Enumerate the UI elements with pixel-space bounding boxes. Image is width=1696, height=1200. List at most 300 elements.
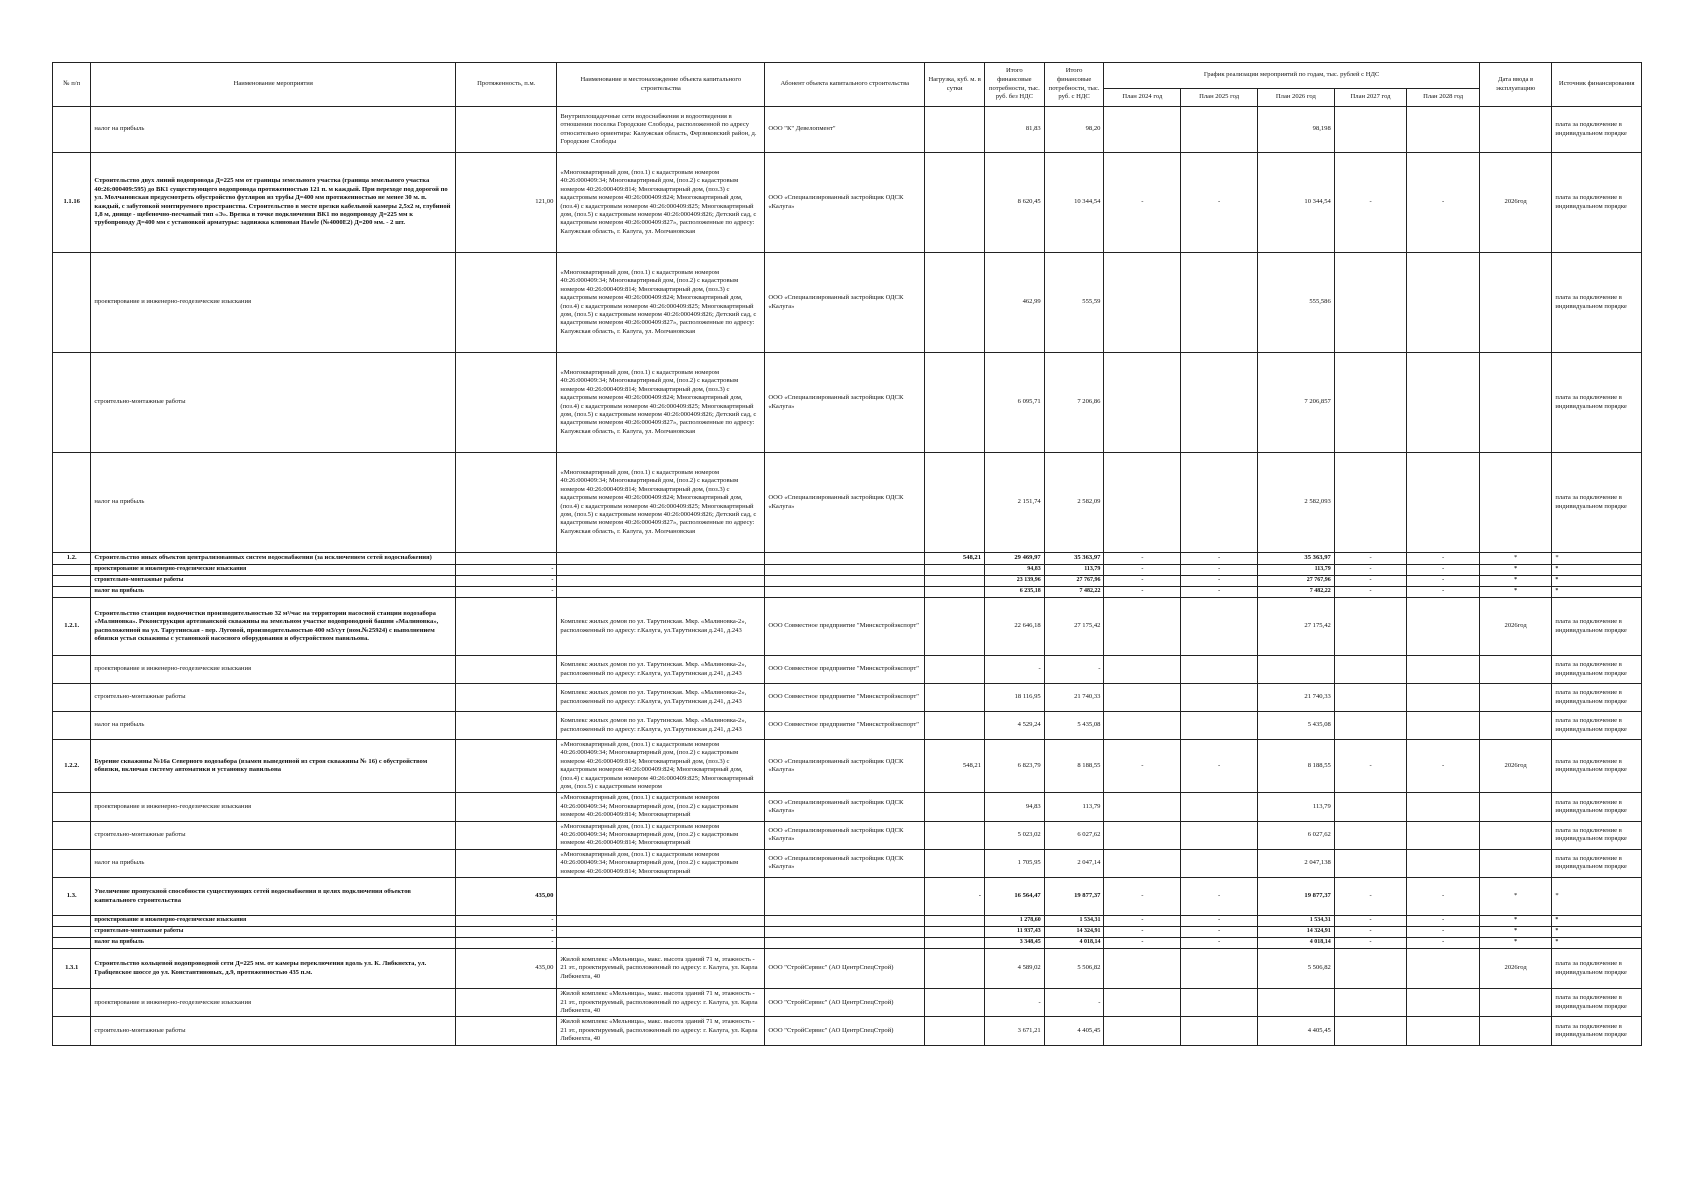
cell-num: 1.2.1. <box>53 598 91 656</box>
table-row <box>53 989 1642 1017</box>
col-plan-2028: План 2028 год <box>1407 89 1480 107</box>
cell-p28 <box>1407 1017 1480 1045</box>
cell-load <box>925 989 985 1017</box>
col-schedule: График реализации мероприятий по годам, тыс. рублей с НДС <box>1104 63 1479 89</box>
cell-subscriber: ООО «Специализированный застройщик ОДСК «Калуга» <box>765 253 925 353</box>
cell-nds: 555,59 <box>1044 253 1104 353</box>
cell-num <box>53 253 91 353</box>
cell-object: «Многоквартирный дом, (поз.1) с кадастровым номером 40:26:000409:34; Многоквартирный дом, (поз.2) с кадастровым номером 40:26:000409:814; Многоквартирный дом, (поз.3) с кадастровым номером 40:26:000409:824; Многоквартирный дом, (поз.4) с кадастровым номером 40:26:000409:825; Многоквартирный дом, (поз.5) с кадастровым номером <box>557 740 765 793</box>
document-sheet <box>52 62 1642 1046</box>
cell-subscriber: ООО Совместное предприятие "Минскстройэкспорт" <box>765 684 925 712</box>
cell-load <box>925 253 985 353</box>
cell-p24 <box>1104 949 1181 989</box>
cell-object: «Многоквартирный дом, (поз.1) с кадастровым номером 40:26:000409:34; Многоквартирный дом, (поз.2) с кадастровым номером 40:26:000409:814; Многоквартирный дом, (поз.3) с кадастровым номером 40:26:000409:824; Многоквартирный дом, (поз.4) с кадастровым номером 40:26:000409:825; Многоквартирный дом, (поз.5) с кадастровым номером 40:26:000409:826; Детский сад, с кадастровым номером 40:26:000409:827», расположенные по адресу: Калужская область, г. Калуга, ул. Молчановская <box>557 353 765 453</box>
cell-p28: - <box>1407 576 1480 587</box>
cell-p26: 7 206,857 <box>1258 353 1335 453</box>
cell-ndsno: 23 139,96 <box>985 576 1045 587</box>
table-row <box>53 821 1642 849</box>
cell-subscriber: ООО «Специализированный застройщик ОДСК «Калуга» <box>765 153 925 253</box>
cell-n <box>53 916 91 927</box>
cell-p27 <box>1334 1017 1407 1045</box>
cell-name: проектирование и инженерно-геодезические изыскания <box>91 793 456 821</box>
cell-p25: - <box>1181 565 1258 576</box>
col-source: Источник финансирования <box>1552 63 1642 107</box>
col-plan-2027: План 2027 год <box>1334 89 1407 107</box>
cell-nds_no: 94,83 <box>985 793 1045 821</box>
cell-object: «Многоквартирный дом, (поз.1) с кадастровым номером 40:26:000409:34; Многоквартирный дом, (поз.2) с кадастровым номером 40:26:000409:814; Многоквартирный дом, (поз.3) с кадастровым номером 40:26:000409:824; Многоквартирный дом, (поз.4) с кадастровым номером 40:26:000409:825; Многоквартирный дом, (поз.5) с кадастровым номером 40:26:000409:826; Детский сад, с кадастровым номером 40:26:000409:827», расположенные по адресу: Калужская область, г. Калуга, ул. Молчановская <box>557 253 765 353</box>
cell-p24 <box>1104 989 1181 1017</box>
cell-sub <box>765 878 925 916</box>
cell-name: налог на прибыль <box>91 587 456 598</box>
cell-p28: - <box>1407 938 1480 949</box>
cell-p24 <box>1104 353 1181 453</box>
cell-load <box>925 598 985 656</box>
cell-length <box>456 821 557 849</box>
cell-date: * <box>1479 927 1552 938</box>
cell-date <box>1479 453 1552 553</box>
cell-p27: - <box>1334 938 1407 949</box>
cell-s <box>765 576 925 587</box>
cell-length <box>456 989 557 1017</box>
cell-length <box>456 353 557 453</box>
cell-l <box>925 916 985 927</box>
cell-p26: 10 344,54 <box>1258 153 1335 253</box>
cell-p28 <box>1407 989 1480 1017</box>
cell-p27 <box>1334 353 1407 453</box>
cell-p27: - <box>1334 927 1407 938</box>
cell-name: налог на прибыль <box>91 107 456 153</box>
cell-load <box>925 821 985 849</box>
cell-p28: - <box>1407 587 1480 598</box>
cell-subscriber: ООО «Специализированный застройщик ОДСК «Калуга» <box>765 740 925 793</box>
cell-object: Комплекс жилых домов по ул. Тарутинская. Мкр. «Малиновка-2», расположенный по адресу: г.Калуга, ул.Тарутинская д.241, д.243 <box>557 598 765 656</box>
cell-src: плата за подключение в индивидуальном порядке <box>1552 684 1642 712</box>
cell-nds: 98,20 <box>1044 107 1104 153</box>
cell-o <box>557 565 765 576</box>
cell-object: Жилой комплекс «Мельница», макс. высота зданий 71 м, этажность - 21 эт., проектируемый, расположенный по адресу: г. Калуга, ул. Карла Либкнехта, 40 <box>557 949 765 989</box>
cell-nds_no: 22 646,18 <box>985 598 1045 656</box>
cell-p24 <box>1104 684 1181 712</box>
table-row <box>53 598 1642 656</box>
table-row <box>53 793 1642 821</box>
cell-p25 <box>1181 598 1258 656</box>
cell-l <box>925 587 985 598</box>
cell-nds: 7 482,22 <box>1044 587 1104 598</box>
col-plan-2026: План 2026 год <box>1258 89 1335 107</box>
cell-p24 <box>1104 253 1181 353</box>
col-need-vat: Итого финансовые потребности, тыс. руб. с НДС <box>1044 63 1104 107</box>
cell-p26: 6 027,62 <box>1258 821 1335 849</box>
cell-p24 <box>1104 598 1181 656</box>
cell-p24: - <box>1104 938 1181 949</box>
cell-p25: - <box>1181 576 1258 587</box>
cell-sub <box>765 553 925 565</box>
cell-p28 <box>1407 684 1480 712</box>
cell-nds: 113,79 <box>1044 565 1104 576</box>
cell-src: плата за подключение в индивидуальном порядке <box>1552 453 1642 553</box>
cell-src: * <box>1552 576 1642 587</box>
col-num: № п/п <box>53 63 91 107</box>
cell-load <box>925 353 985 453</box>
cell-n <box>53 565 91 576</box>
cell-p26 <box>1258 989 1335 1017</box>
cell-object: Комплекс жилых домов по ул. Тарутинская. Мкр. «Малиновка-2», расположенный по адресу: г.Калуга, ул.Тарутинская д.241, д.243 <box>557 684 765 712</box>
cell-load <box>925 1017 985 1045</box>
cell-p28: - <box>1407 878 1480 916</box>
cell-subscriber: ООО "СтройСервис" (АО ЦентрСпецСтрой) <box>765 949 925 989</box>
cell-ndsno: 94,83 <box>985 565 1045 576</box>
cell-name: строительно-монтажные работы <box>91 1017 456 1045</box>
cell-p25 <box>1181 989 1258 1017</box>
cell-o <box>557 938 765 949</box>
cell-o <box>557 916 765 927</box>
cell-obj <box>557 553 765 565</box>
cell-p25 <box>1181 821 1258 849</box>
cell-load: - <box>925 878 985 916</box>
table-row <box>53 712 1642 740</box>
cell-len: - <box>456 916 557 927</box>
cell-p28 <box>1407 949 1480 989</box>
cell-p25: - <box>1181 927 1258 938</box>
cell-p24 <box>1104 453 1181 553</box>
cell-nds: 19 877,37 <box>1044 878 1104 916</box>
cell-object: «Многоквартирный дом, (поз.1) с кадастровым номером 40:26:000409:34; Многоквартирный дом, (поз.2) с кадастровым номером 40:26:000409:814; Многоквартирный <box>557 821 765 849</box>
cell-name: Строительство двух линий водопровода Д=225 мм от границы земельного участка (граница земельного участка 40:26:000409:595) до ВК1 существующего водопровода протяженностью 121 п. м каждый. При переходе под дорогой по ул. Молчановская предусмотреть обустройство футляров из трубы Д=400 мм протяженностью не менее 30 м. п. каждый, с забутовкой монтируемого пространства. Строительство в месте врезки кабельной камеры 2,5х2 м, глубиной 1,8 м, днище - щебеночно-песчаный тип «Э». Врезка в точке подключения ВК1 по водопроводу Д=225 мм к трубопроводу Д=400 мм с установкой арматуры: задвижка клиновая Hawle (№4000Е2) Д=200 мм. - 2 шт. <box>91 153 456 253</box>
cell-p26: 113,79 <box>1258 565 1335 576</box>
cell-nds: 5 435,08 <box>1044 712 1104 740</box>
cell-num <box>53 684 91 712</box>
cell-nds: 8 188,55 <box>1044 740 1104 793</box>
cell-date <box>1479 989 1552 1017</box>
table-row <box>53 153 1642 253</box>
cell-p27 <box>1334 656 1407 684</box>
cell-p24 <box>1104 793 1181 821</box>
cell-nds: 4 018,14 <box>1044 938 1104 949</box>
cell-p28 <box>1407 598 1480 656</box>
table-body <box>53 107 1642 1046</box>
cell-src: плата за подключение в индивидуальном порядке <box>1552 712 1642 740</box>
cell-object: Комплекс жилых домов по ул. Тарутинская. Мкр. «Малиновка-2», расположенный по адресу: г.Калуга, ул.Тарутинская д.241, д.243 <box>557 712 765 740</box>
cell-p28 <box>1407 107 1480 153</box>
cell-name: проектирование и инженерно-геодезические изыскания <box>91 989 456 1017</box>
cell-name: Строительство иных объектов централизованных систем водоснабжения (за исключением сетей водоснабжения) <box>91 553 456 565</box>
cell-num <box>53 821 91 849</box>
cell-object: «Многоквартирный дом, (поз.1) с кадастровым номером 40:26:000409:34; Многоквартирный дом, (поз.2) с кадастровым номером 40:26:000409:814; Многоквартирный <box>557 793 765 821</box>
cell-subscriber: ООО «Специализированный застройщик ОДСК «Калуга» <box>765 793 925 821</box>
cell-name: Бурение скважины №16а Северного водозабора (взамен выведенной из строя скважины № 16) с обустройством обвязки, включая систему автоматики и установку павильона <box>91 740 456 793</box>
cell-name: строительно-монтажные работы <box>91 927 456 938</box>
cell-len: - <box>456 587 557 598</box>
cell-nds: 7 206,86 <box>1044 353 1104 453</box>
cell-nds: 6 027,62 <box>1044 821 1104 849</box>
cell-p27 <box>1334 793 1407 821</box>
cell-p27: - <box>1334 576 1407 587</box>
cell-date: * <box>1479 565 1552 576</box>
cell-p25 <box>1181 353 1258 453</box>
cell-length <box>456 553 557 565</box>
cell-p25 <box>1181 253 1258 353</box>
cell-length <box>456 793 557 821</box>
col-name: Наименование мероприятия <box>91 63 456 107</box>
cell-date <box>1479 821 1552 849</box>
table-row <box>53 253 1642 353</box>
cell-num <box>53 849 91 877</box>
col-subscriber: Абонент объекта капитального строительства <box>765 63 925 107</box>
cell-load <box>925 849 985 877</box>
table-row <box>53 949 1642 989</box>
cell-date: 2026год <box>1479 153 1552 253</box>
section-subtotal-row <box>53 927 1642 938</box>
cell-nds_no: 5 023,02 <box>985 821 1045 849</box>
section-subtotal-row <box>53 587 1642 598</box>
cell-p24: - <box>1104 587 1181 598</box>
cell-len: - <box>456 576 557 587</box>
cell-p25 <box>1181 949 1258 989</box>
cell-p27 <box>1334 989 1407 1017</box>
cell-nds: 4 405,45 <box>1044 1017 1104 1045</box>
cell-nds: 27 175,42 <box>1044 598 1104 656</box>
cell-p25 <box>1181 793 1258 821</box>
cell-p24 <box>1104 1017 1181 1045</box>
cell-subscriber: ООО Совместное предприятие "Минскстройэкспорт" <box>765 598 925 656</box>
cell-date: 2026год <box>1479 740 1552 793</box>
cell-length <box>456 656 557 684</box>
cell-p28 <box>1407 656 1480 684</box>
cell-date: * <box>1479 878 1552 916</box>
cell-name: налог на прибыль <box>91 712 456 740</box>
cell-object: «Многоквартирный дом, (поз.1) с кадастровым номером 40:26:000409:34; Многоквартирный дом, (поз.2) с кадастровым номером 40:26:000409:814; Многоквартирный <box>557 849 765 877</box>
cell-nds_no: - <box>985 989 1045 1017</box>
cell-p28 <box>1407 712 1480 740</box>
cell-o <box>557 927 765 938</box>
cell-subscriber: ООО «Специализированный застройщик ОДСК «Калуга» <box>765 453 925 553</box>
cell-load <box>925 656 985 684</box>
cell-num <box>53 656 91 684</box>
cell-p28 <box>1407 849 1480 877</box>
cell-n <box>53 927 91 938</box>
cell-s <box>765 938 925 949</box>
cell-date <box>1479 107 1552 153</box>
cell-nds: 10 344,54 <box>1044 153 1104 253</box>
col-object: Наименование и местонахождение объекта капитального строительства <box>557 63 765 107</box>
cell-p24: - <box>1104 576 1181 587</box>
cell-length: 121,00 <box>456 153 557 253</box>
cell-p24: - <box>1104 553 1181 565</box>
cell-name: проектирование и инженерно-геодезические изыскания <box>91 656 456 684</box>
cell-p28: - <box>1407 740 1480 793</box>
cell-src: плата за подключение в индивидуальном порядке <box>1552 949 1642 989</box>
cell-p27 <box>1334 821 1407 849</box>
cell-src: плата за подключение в индивидуальном порядке <box>1552 821 1642 849</box>
cell-p27 <box>1334 598 1407 656</box>
cell-p26: 27 175,42 <box>1258 598 1335 656</box>
cell-name: строительно-монтажные работы <box>91 684 456 712</box>
cell-p25: - <box>1181 587 1258 598</box>
cell-p26: 21 740,33 <box>1258 684 1335 712</box>
cell-p25 <box>1181 107 1258 153</box>
cell-l <box>925 927 985 938</box>
cell-p26: 5 435,08 <box>1258 712 1335 740</box>
cell-src: плата за подключение в индивидуальном порядке <box>1552 989 1642 1017</box>
cell-subscriber: ООО "СтройСервис" (АО ЦентрСпецСтрой) <box>765 1017 925 1045</box>
cell-p26: 5 506,82 <box>1258 949 1335 989</box>
table-row <box>53 656 1642 684</box>
cell-src: плата за подключение в индивидуальном порядке <box>1552 253 1642 353</box>
cell-length <box>456 1017 557 1045</box>
cell-p24: - <box>1104 740 1181 793</box>
cell-p26: 113,79 <box>1258 793 1335 821</box>
cell-src: плата за подключение в индивидуальном порядке <box>1552 849 1642 877</box>
cell-date: 2026год <box>1479 598 1552 656</box>
cell-load: 548,21 <box>925 553 985 565</box>
cell-src: плата за подключение в индивидуальном порядке <box>1552 153 1642 253</box>
section-subtotal-row <box>53 565 1642 576</box>
cell-p24: - <box>1104 153 1181 253</box>
cell-p26: 98,198 <box>1258 107 1335 153</box>
section-total-row <box>53 553 1642 565</box>
cell-p28 <box>1407 353 1480 453</box>
cell-num: 1.3. <box>53 878 91 916</box>
cell-name: строительно-монтажные работы <box>91 353 456 453</box>
cell-load <box>925 153 985 253</box>
cell-p26 <box>1258 656 1335 684</box>
cell-name: Увеличение пропускной способности существующих сетей водоснабжения в целях подключения объектов капитального строительства <box>91 878 456 916</box>
cell-p25 <box>1181 656 1258 684</box>
cell-object: Внутриплощадочные сети водоснабжения и водоотведения в отношении поселка Городские Слободы, расположенной по адресу относительно ориентира: Калужская область, Ферзиковский район, д. Городские Слободы <box>557 107 765 153</box>
cell-src: * <box>1552 553 1642 565</box>
col-plan-2025: План 2025 год <box>1181 89 1258 107</box>
cell-p26: 19 877,37 <box>1258 878 1335 916</box>
cell-length <box>456 107 557 153</box>
cell-p26: 1 534,31 <box>1258 916 1335 927</box>
cell-p26: 2 047,138 <box>1258 849 1335 877</box>
cell-p26: 2 582,093 <box>1258 453 1335 553</box>
cell-p25 <box>1181 684 1258 712</box>
cell-obj <box>557 878 765 916</box>
cell-nds_no: 81,83 <box>985 107 1045 153</box>
cell-date <box>1479 1017 1552 1045</box>
cell-o <box>557 576 765 587</box>
cell-p25: - <box>1181 938 1258 949</box>
cell-nds_no: 1 705,95 <box>985 849 1045 877</box>
cell-p24 <box>1104 849 1181 877</box>
cell-l <box>925 565 985 576</box>
section-total-row <box>53 878 1642 916</box>
cell-nds: 1 534,31 <box>1044 916 1104 927</box>
cell-load <box>925 712 985 740</box>
cell-src: * <box>1552 916 1642 927</box>
cell-length <box>456 598 557 656</box>
cell-src: * <box>1552 878 1642 916</box>
cell-len: - <box>456 927 557 938</box>
cell-p26: 27 767,96 <box>1258 576 1335 587</box>
cell-src: * <box>1552 587 1642 598</box>
cell-name: Строительство станции водоочистки производительностью 32 м³/час на территории насосной станции водозабора «Малиновка». Реконструкция артезианской скважины на земельном участке водопроводной башни «Малиновка», расположенной на ул. Тарутинская - пер. Луговой, производительностью 400 м3/сут (ном.№25924) с выполнением обвязки устья скважины с установкой насосного оборудования и обустройством павильона. <box>91 598 456 656</box>
cell-src: плата за подключение в индивидуальном порядке <box>1552 107 1642 153</box>
cell-src: плата за подключение в индивидуальном порядке <box>1552 793 1642 821</box>
cell-num <box>53 453 91 553</box>
cell-src: * <box>1552 927 1642 938</box>
cell-p24: - <box>1104 565 1181 576</box>
cell-src: * <box>1552 565 1642 576</box>
cell-p25: - <box>1181 153 1258 253</box>
cell-p27: - <box>1334 553 1407 565</box>
cell-name: налог на прибыль <box>91 453 456 553</box>
col-need-no-vat: Итого финансовые потребности, тыс. руб. без НДС <box>985 63 1045 107</box>
cell-p26: 35 363,97 <box>1258 553 1335 565</box>
cell-name: проектирование и инженерно-геодезические изыскания <box>91 565 456 576</box>
cell-p24: - <box>1104 878 1181 916</box>
cell-ndsno: 29 469,97 <box>985 553 1045 565</box>
cell-p27: - <box>1334 587 1407 598</box>
cell-name: налог на прибыль <box>91 849 456 877</box>
cell-nds: - <box>1044 989 1104 1017</box>
cell-date: 2026год <box>1479 949 1552 989</box>
cell-n <box>53 576 91 587</box>
cell-name: строительно-монтажные работы <box>91 821 456 849</box>
cell-l <box>925 938 985 949</box>
cell-num <box>53 793 91 821</box>
cell-num: 1.1.16 <box>53 153 91 253</box>
cell-p28: - <box>1407 553 1480 565</box>
cell-num <box>53 712 91 740</box>
cell-p28 <box>1407 821 1480 849</box>
cell-p25: - <box>1181 553 1258 565</box>
cell-p24 <box>1104 712 1181 740</box>
cell-date <box>1479 656 1552 684</box>
cell-p26: 4 405,45 <box>1258 1017 1335 1045</box>
cell-src: плата за подключение в индивидуальном порядке <box>1552 1017 1642 1045</box>
cell-p25: - <box>1181 740 1258 793</box>
cell-p27 <box>1334 949 1407 989</box>
cell-ndsno: 16 564,47 <box>985 878 1045 916</box>
cell-p27 <box>1334 253 1407 353</box>
cell-num: 1.2. <box>53 553 91 565</box>
cell-src: плата за подключение в индивидуальном порядке <box>1552 598 1642 656</box>
cell-p27: - <box>1334 153 1407 253</box>
cell-length: 435,00 <box>456 878 557 916</box>
cell-p27 <box>1334 849 1407 877</box>
cell-date <box>1479 849 1552 877</box>
cell-p27 <box>1334 712 1407 740</box>
cell-date <box>1479 712 1552 740</box>
table-row <box>53 740 1642 793</box>
cell-l <box>925 576 985 587</box>
cell-p26: 555,586 <box>1258 253 1335 353</box>
cell-s <box>765 565 925 576</box>
cell-load <box>925 107 985 153</box>
cell-name: Строительство кольцевой водопроводной сети Д=225 мм. от камеры переключения вдоль ул. К. Либкнехта, ул. Грабцевское шоссе до ул. Константиновых, д.9, протяженностью 435 п.м. <box>91 949 456 989</box>
cell-nds_no: 18 116,95 <box>985 684 1045 712</box>
cell-p25 <box>1181 1017 1258 1045</box>
table-row <box>53 107 1642 153</box>
cell-p24 <box>1104 821 1181 849</box>
section-subtotal-row <box>53 938 1642 949</box>
cell-subscriber: ООО «Специализированный застройщик ОДСК «Калуга» <box>765 821 925 849</box>
cell-length: 435,00 <box>456 949 557 989</box>
cell-num <box>53 107 91 153</box>
cell-p25 <box>1181 453 1258 553</box>
cell-nds_no: 2 151,74 <box>985 453 1045 553</box>
cell-p24 <box>1104 656 1181 684</box>
cell-nds: 21 740,33 <box>1044 684 1104 712</box>
cell-nds: 5 506,82 <box>1044 949 1104 989</box>
cell-n <box>53 587 91 598</box>
cell-p27: - <box>1334 916 1407 927</box>
cell-subscriber: ООО Совместное предприятие "Минскстройэкспорт" <box>765 712 925 740</box>
cell-p27 <box>1334 107 1407 153</box>
cell-num: 1.2.2. <box>53 740 91 793</box>
